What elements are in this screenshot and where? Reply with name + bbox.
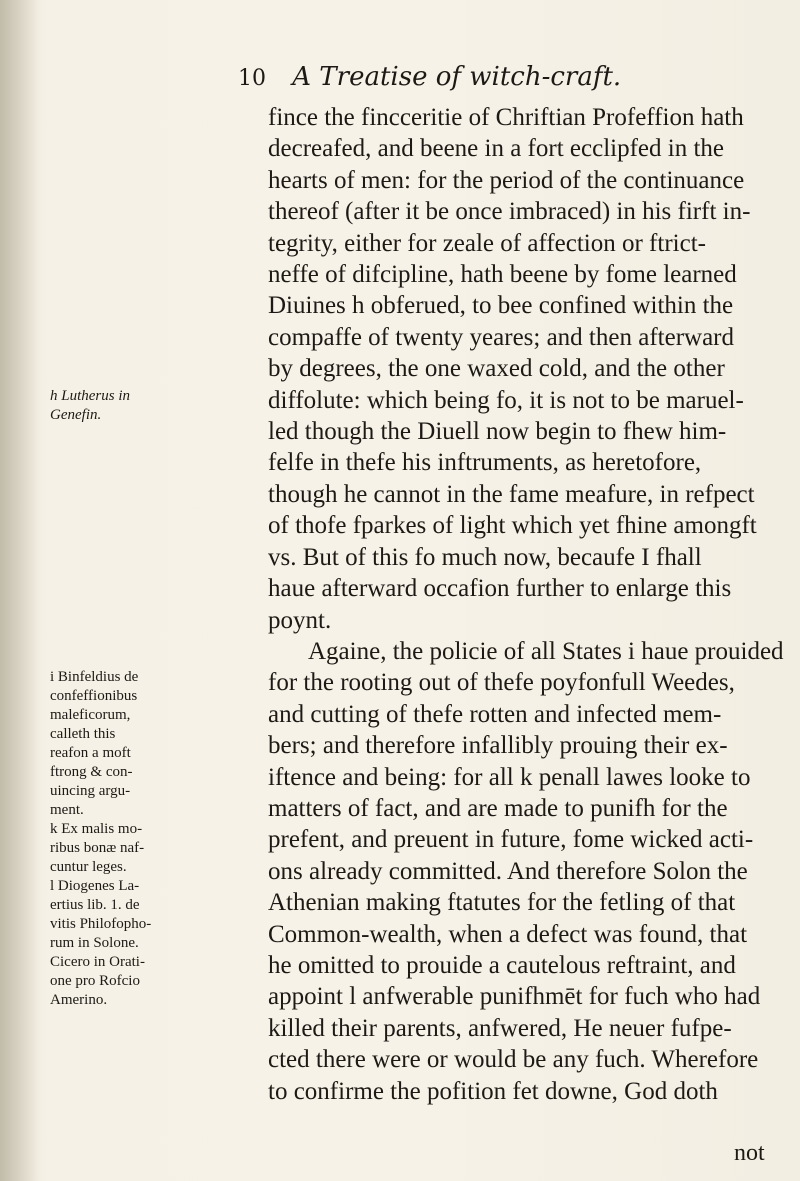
text-line: iftence and being: for all k penall lawes looke to <box>268 763 751 791</box>
margin-note-line: l Diogenes La- <box>50 878 140 894</box>
margin-note-line: maleficorum, <box>50 707 131 723</box>
text-line: tegrity, either for zeale of affection or ftrict- <box>268 229 706 257</box>
text-line: cted there were or would be any fuch. Wherefore <box>268 1046 759 1074</box>
text-line: vs. But of this fo much now, becaufe I fhall <box>268 543 702 571</box>
text-line: thereof (after it be once imbraced) in his firft in- <box>268 198 751 226</box>
text-line: bers; and therefore infallibly prouing their ex- <box>268 732 728 760</box>
margin-note-line: Amerino. <box>50 992 108 1008</box>
margin-note-line: confeffionibus <box>50 688 138 704</box>
margin-note-line: cuntur leges. <box>50 859 127 875</box>
margin-note-line: i Binfeldius de <box>50 669 139 685</box>
text-line: felfe in thefe his inftruments, as heretofore, <box>268 449 702 477</box>
text-line: appoint l anfwerable punifhmēt for fuch who had <box>268 983 761 1011</box>
text-line: Againe, the policie of all States i haue prouided <box>308 637 784 665</box>
page-header <box>238 62 621 92</box>
text-line: Athenian making ftatutes for the fetling of that <box>268 889 736 917</box>
margin-note-binfeldius <box>50 668 260 1010</box>
text-line: matters of fact, and are made to punifh for the <box>268 794 728 822</box>
gutter-shadow <box>0 0 40 1181</box>
margin-note-line: one pro Rofcio <box>50 973 140 989</box>
margin-note-line: vitis Philofopho- <box>50 916 152 932</box>
text-line: to confirme the pofition fet downe, God doth <box>268 1077 718 1105</box>
text-line: of thofe fparkes of light which yet fhine amongft <box>268 512 757 540</box>
margin-note-line: uincing argu- <box>50 783 131 799</box>
text-line: prefent, and preuent in future, fome wicked acti- <box>268 826 754 854</box>
margin-note-line: ftrong & con- <box>50 764 133 780</box>
text-line: haue afterward occafion further to enlarge this <box>268 575 732 603</box>
text-line: by degrees, the one waxed cold, and the other <box>268 355 725 383</box>
text-line: led though the Diuell now begin to fhew him- <box>268 418 727 446</box>
catchword: not <box>734 1140 765 1166</box>
text-line: hearts of men: for the period of the continuance <box>268 166 745 194</box>
text-line: though he cannot in the fame meafure, in refpect <box>268 480 755 508</box>
text-line: ons already committed. And therefore Solon the <box>268 857 748 885</box>
margin-note-line: Cicero in Orati- <box>50 954 145 970</box>
margin-note-line: Genefin. <box>50 407 102 423</box>
margin-note-line: ertius lib. 1. de <box>50 897 140 913</box>
text-line: he omitted to prouide a cautelous reftraint, and <box>268 951 736 979</box>
text-line: for the rooting out of thefe poyfonfull Weedes, <box>268 669 735 697</box>
page-number: 10 <box>238 66 266 91</box>
text-line: decreafed, and beene in a fort ecclipfed in the <box>268 135 724 163</box>
margin-note-lutherus <box>50 387 260 425</box>
margin-note-line: k Ex malis mo- <box>50 821 143 837</box>
text-line: and cutting of thefe rotten and infected mem- <box>268 700 722 728</box>
text-line: poynt. <box>268 606 332 634</box>
margin-note-line: h Lutherus in <box>50 388 131 404</box>
margin-note-line: ribus bonæ naf- <box>50 840 145 856</box>
text-line: fince the fincceritie of Chriftian Profeffion hath <box>268 104 744 131</box>
running-title: A Treatise of witch-craft. <box>292 62 622 92</box>
text-line: neffe of difcipline, hath beene by fome learned <box>268 261 737 289</box>
text-line: killed their parents, anfwered, He neuer fufpe- <box>268 1014 732 1042</box>
margin-note-line: ment. <box>50 802 84 818</box>
margin-note-line: calleth this <box>50 726 116 742</box>
margin-note-line: rum in Solone. <box>50 935 139 951</box>
text-line: diffolute: which being fo, it is not to be maruel- <box>268 386 744 414</box>
margin-note-line: reafon a moft <box>50 745 131 761</box>
text-line: compaffe of twenty yeares; and then afterward <box>268 323 734 351</box>
text-line: Common-wealth, when a defect was found, that <box>268 920 748 948</box>
main-text-block <box>268 102 788 1107</box>
text-line: Diuines h obferued, to bee confined within the <box>268 292 734 320</box>
